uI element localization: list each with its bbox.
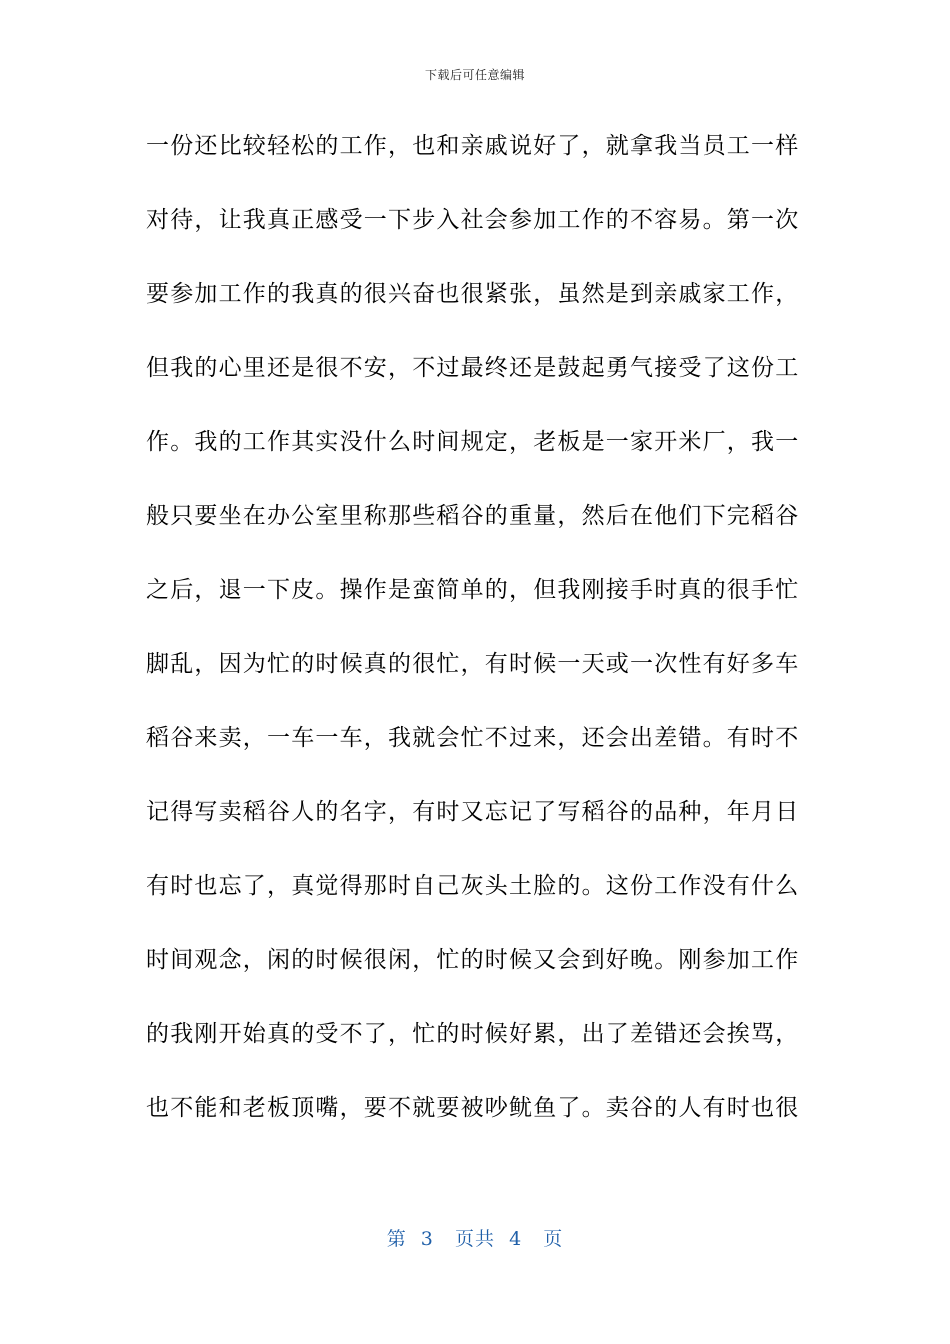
text-line: 也不能和老板顶嘴，要不就要被吵鱿鱼了。卖谷的人有时也很 <box>146 1095 800 1121</box>
text-line: 有时也忘了，真觉得那时自己灰头土脸的。这份工作没有什么 <box>146 873 800 899</box>
text-line: 脚乱，因为忙的时候真的很忙，有时候一天或一次性有好多车 <box>146 651 800 677</box>
text-line: 一份还比较轻松的工作，也和亲戚说好了，就拿我当员工一样 <box>146 133 800 159</box>
text-line: 对待，让我真正感受一下步入社会参加工作的不容易。第一次 <box>146 207 800 233</box>
text-line: 稻谷来卖，一车一车，我就会忙不过来，还会出差错。有时不 <box>146 725 800 751</box>
page-footer: 第 3 页共 4 页 <box>386 1228 564 1250</box>
text-line: 但我的心里还是很不安，不过最终还是鼓起勇气接受了这份工 <box>146 355 800 381</box>
text-line: 般只要坐在办公室里称那些稻谷的重量，然后在他们下完稻谷 <box>146 503 800 529</box>
page-header: 下载后可任意编辑 <box>424 68 525 82</box>
text-line: 记得写卖稻谷人的名字，有时又忘记了写稻谷的品种，年月日 <box>146 799 800 825</box>
text-line: 的我刚开始真的受不了，忙的时候好累，出了差错还会挨骂， <box>146 1021 800 1047</box>
text-line: 要参加工作的我真的很兴奋也很紧张，虽然是到亲戚家工作， <box>146 281 800 307</box>
text-line: 之后，退一下皮。操作是蛮简单的，但我刚接手时真的很手忙 <box>146 577 800 603</box>
body-text <box>146 122 806 1158</box>
text-line: 时间观念，闲的时候很闲，忙的时候又会到好晚。刚参加工作 <box>146 947 800 973</box>
text-line: 作。我的工作其实没什么时间规定，老板是一家开米厂，我一 <box>146 429 800 455</box>
